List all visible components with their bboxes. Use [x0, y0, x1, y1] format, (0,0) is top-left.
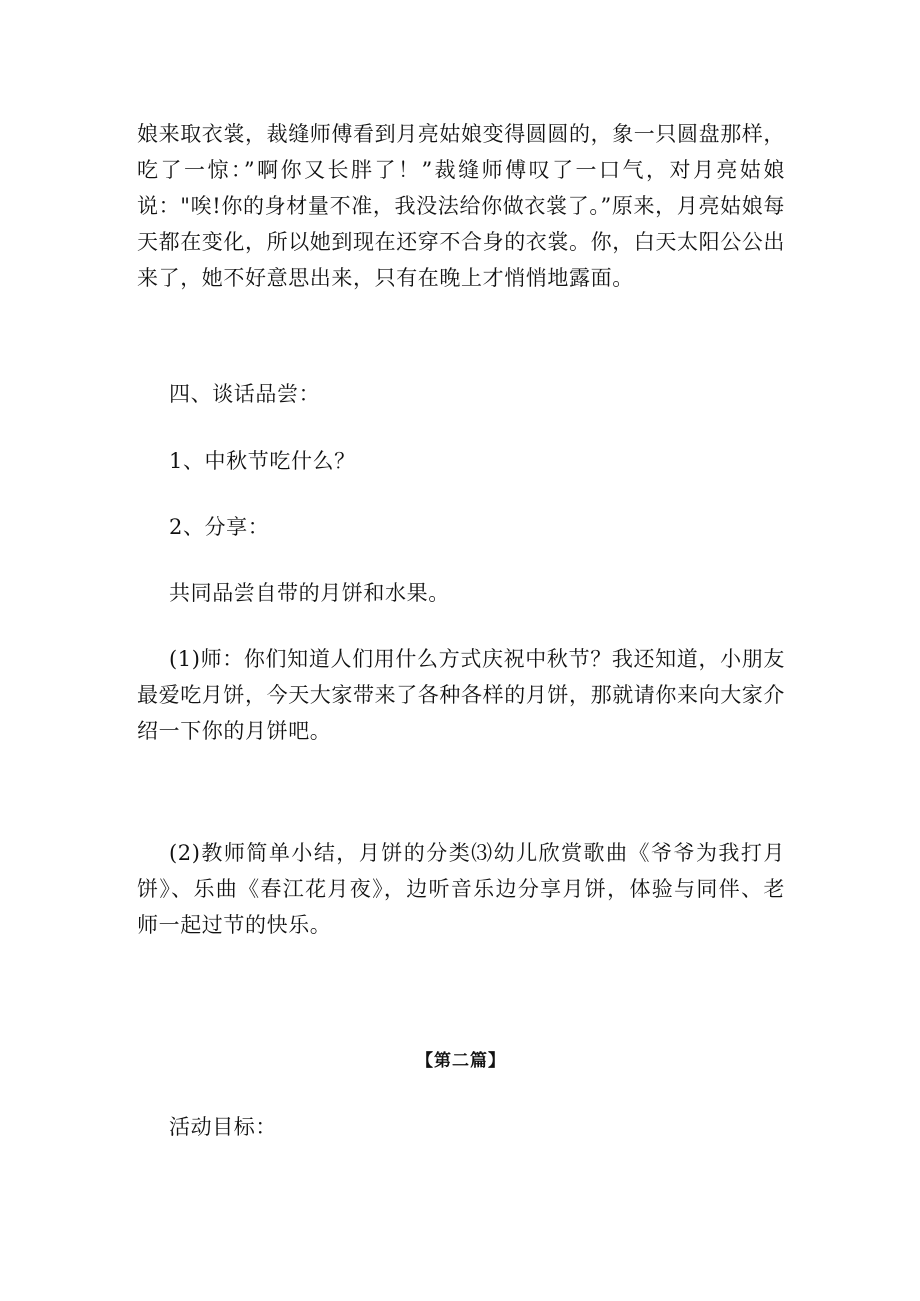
teacher-summary-paragraph: (2)教师简单小结，月饼的分类⑶幼儿欣赏歌曲《爷爷为我打月饼》、乐曲《春江花月夜》，边听音乐边分享月饼，体验与同伴、老师一起过节的快乐。 — [137, 841, 785, 937]
teacher-question-paragraph: (1)师：你们知道人们用什么方式庆祝中秋节？我还知道，小朋友最爱吃月饼，今天大家带来了各种各样的月饼，那就请你来向大家介绍一下你的月饼吧。 — [137, 647, 785, 743]
activity-goals-heading: 活动目标： — [169, 1115, 277, 1139]
section-heading: 【第二篇】 — [416, 1051, 506, 1071]
story-paragraph: 娘来取衣裳，裁缝师傅看到月亮姑娘变得圆圆的，象一只圆盘那样，吃了一惊：”啊你又长胖了！”裁缝师傅叹了一口气，对月亮姑娘说："唉!你的身材量不准，我没法给你做衣裳了。”原来，月亮姑娘每天都在变化，所以她到现在还穿不合身的衣裳。你，白天太阳公公出来了，她不好意思出来，只有在晚上才悄悄地露面。 — [137, 122, 785, 290]
share-description: 共同品尝自带的月饼和水果。 — [169, 581, 450, 605]
share-item-2: 2、分享： — [169, 515, 270, 539]
question-item-1: 1、中秋节吃什么？ — [169, 449, 356, 473]
section-title-tasting: 四、谈话品尝： — [169, 382, 321, 406]
